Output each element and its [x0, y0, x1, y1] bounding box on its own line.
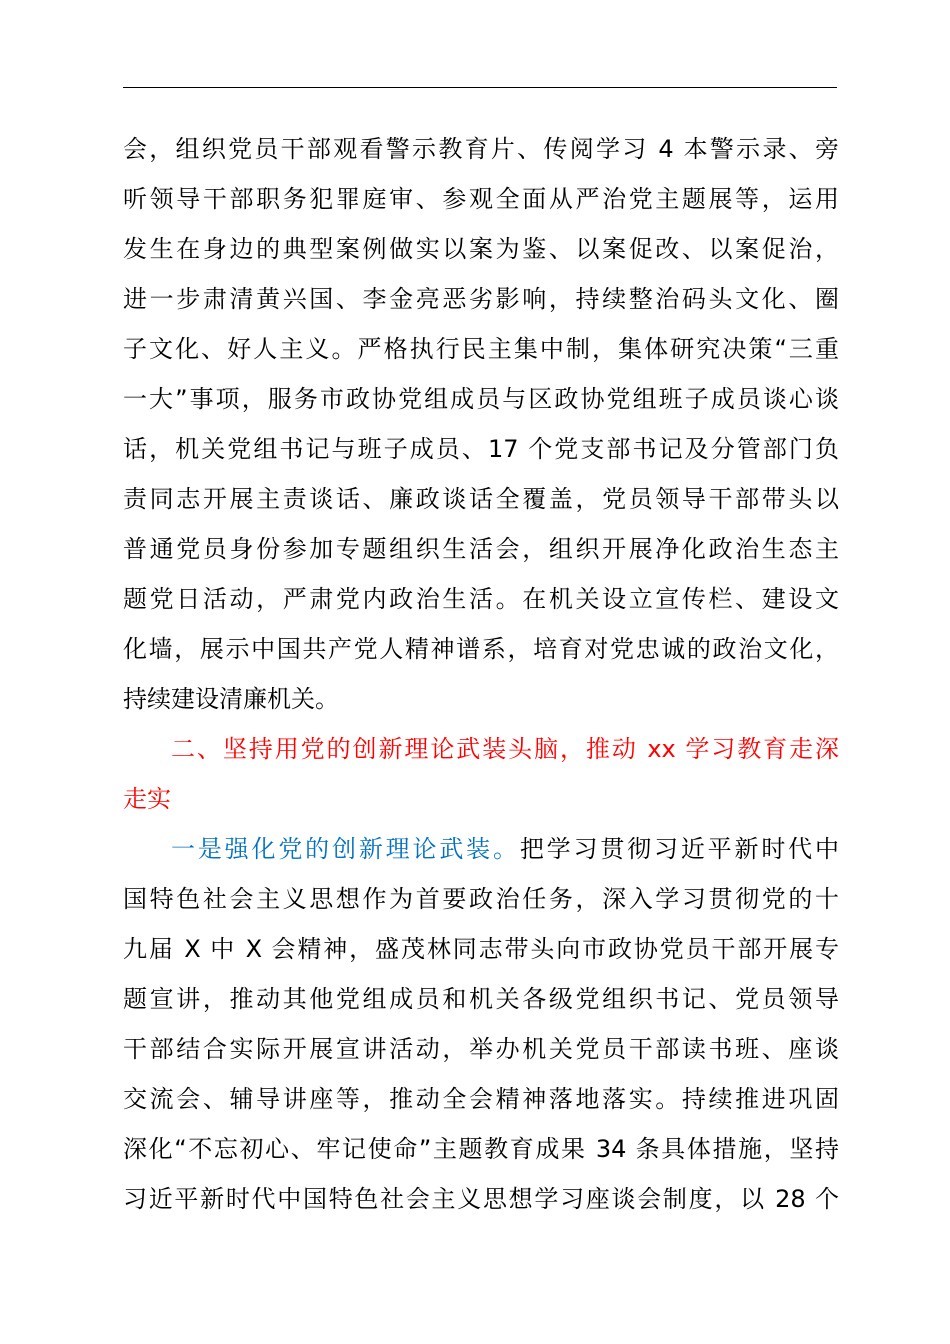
text-line: 九届 X 中 X 会精神，盛茂林同志带头向市政协党员干部开展专 [123, 935, 839, 963]
text-line: 话，机关党组书记与班子成员、17 个党支部书记及分管部门负 [123, 435, 839, 463]
text-line: 题党日活动，严肃党内政治生活。在机关设立宣传栏、建设文 [123, 585, 839, 613]
text-line: 习近平新时代中国特色社会主义思想学习座谈会制度，以 28 个 [123, 1185, 839, 1213]
text-line: 会，组织党员干部观看警示教育片、传阅学习 4 本警示录、旁 [123, 135, 839, 163]
text-line: 发生在身边的典型案例做实以案为鉴、以案促改、以案促治， [123, 235, 839, 263]
text-line: 子文化、好人主义。严格执行民主集中制，集体研究决策“三重 [123, 335, 839, 363]
text-line [123, 824, 839, 874]
section-heading [123, 724, 839, 824]
text-line: 国特色社会主义思想作为首要政治任务，深入学习贯彻党的十 [123, 885, 839, 913]
lead-line-rest: 把学习贯彻习近平新时代中 [519, 835, 840, 863]
text-line: 普通党员身份参加专题组织生活会，组织开展净化政治生态主 [123, 535, 839, 563]
paragraph-1 [123, 124, 839, 724]
header-rule [123, 87, 837, 88]
lead-sentence: 一是强化党的创新理论武装。 [171, 835, 520, 863]
document-body [123, 124, 839, 1224]
text-line: 责同志开展主责谈话、廉政谈话全覆盖，党员领导干部带头以 [123, 485, 839, 513]
text-line: 进一步肃清黄兴国、李金亮恶劣影响，持续整治码头文化、圈 [123, 285, 839, 313]
text-line: 干部结合实际开展宣讲活动，举办机关党员干部读书班、座谈 [123, 1035, 839, 1063]
text-line: 题宣讲，推动其他党组成员和机关各级党组织书记、党员领导 [123, 985, 839, 1013]
section-heading-line: 走实 [123, 785, 171, 813]
text-line: 听领导干部职务犯罪庭审、参观全面从严治党主题展等，运用 [123, 185, 839, 213]
section-heading-line: 二、坚持用党的创新理论武装头脑，推动 xx 学习教育走深 [171, 735, 839, 763]
paragraph-2 [123, 824, 839, 1224]
text-line: 一大”事项，服务市政协党组成员与区政协党组班子成员谈心谈 [123, 385, 839, 413]
text-line: 化墙，展示中国共产党人精神谱系，培育对党忠诚的政治文化， [123, 635, 839, 663]
text-line: 持续建设清廉机关。 [123, 685, 339, 713]
text-line: 交流会、辅导讲座等，推动全会精神落地落实。持续推进巩固 [123, 1085, 839, 1113]
text-line: 深化“不忘初心、牢记使命”主题教育成果 34 条具体措施，坚持 [123, 1135, 839, 1163]
